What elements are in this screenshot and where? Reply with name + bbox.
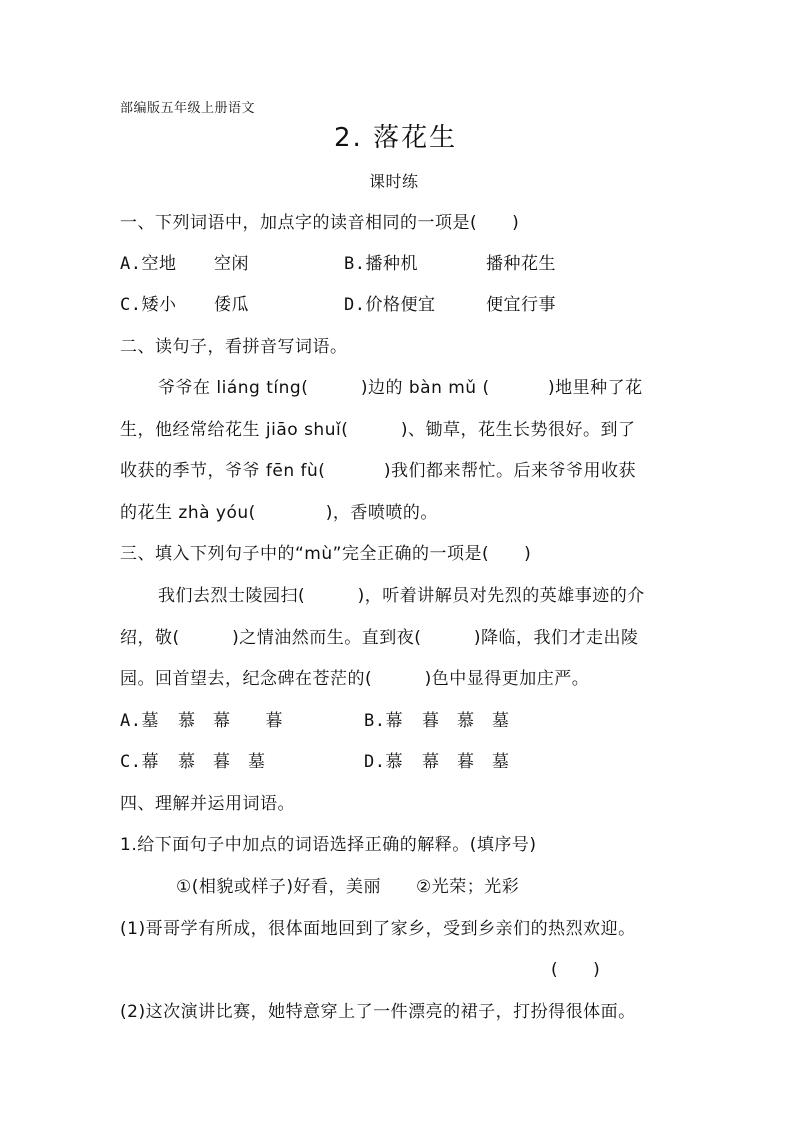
q1-option-d-word1: D.价格便宜 [344, 295, 436, 315]
q2-paragraph-line: 收获的季节，爷爷 fēn fù( )我们都来帮忙。后来爷爷用收获 [120, 461, 636, 481]
q3-question: 三、填入下列句子中的“mù”完全正确的一项是( ) [120, 544, 532, 564]
q4-sentence-2: (2)这次演讲比赛，她特意穿上了一件漂亮的裙子，打扮得很体面。 [120, 1002, 636, 1022]
q1-option-c-word2: 倭瓜 [214, 295, 249, 315]
q4-sentence-1: (1)哥哥学有所成，很体面地回到了家乡，受到乡亲们的热烈欢迎。 [120, 919, 636, 939]
q4-answer-blank: ( ) [551, 960, 601, 980]
q4-subquestion: 1.给下面句子中加点的词语选择正确的解释。(填序号) [120, 835, 537, 855]
q2-paragraph-line: 的花生 zhà yóu( )，香喷喷的。 [120, 503, 438, 523]
q3-paragraph-line: 园。回首望去，纪念碑在苍茫的( )色中显得更加庄严。 [120, 669, 590, 689]
q3-option-a-chars: 慕 幕 暮 [178, 711, 283, 731]
q3-paragraph-line: 我们去烈士陵园扫( )，听着讲解员对先烈的英雄事迹的介 [158, 586, 645, 606]
q1-option-a-word1: A.空地 [120, 254, 177, 274]
book-label: 部编版五年级上册语文 [120, 101, 256, 116]
q1-option-b-word2: 播种花生 [486, 254, 556, 274]
q4-question: 四、理解并运用词语。 [120, 794, 295, 814]
q3-option-d-chars: 幕 暮 墓 [422, 752, 510, 772]
q3-option-a-label: A.墓 [120, 711, 159, 731]
q3-option-b-label: B.幕 [364, 711, 403, 731]
q2-paragraph-line: 爷爷在 liáng tíng( )边的 bàn mǔ ( )地里种了花 [158, 378, 643, 398]
q1-option-a-word2: 空闲 [214, 254, 249, 274]
q4-meanings: ①(相貌或样子)好看，美丽 ②光荣；光彩 [176, 877, 520, 897]
page-title: 2. 落花生 [334, 123, 458, 153]
q2-question: 二、读句子，看拼音写词语。 [120, 337, 348, 357]
q1-option-c-word1: C.矮小 [120, 295, 177, 315]
q1-question: 一、下列词语中，加点字的读音相同的一项是( ) [120, 213, 520, 233]
q3-option-c-label: C.幕 [120, 752, 159, 772]
q1-option-b-word1: B.播种机 [344, 254, 418, 274]
q3-option-c-chars: 慕 暮 墓 [178, 752, 266, 772]
page-subtitle: 课时练 [369, 172, 419, 191]
q3-option-d-label: D.慕 [364, 752, 403, 772]
q1-option-d-word2: 便宜行事 [486, 295, 556, 315]
q3-paragraph-line: 绍，敬( )之情油然而生。直到夜( )降临，我们才走出陵 [120, 628, 639, 648]
q3-option-b-chars: 暮 慕 墓 [422, 711, 510, 731]
q2-paragraph-line: 生，他经常给花生 jiāo shuǐ( )、锄草，花生长势很好。到了 [120, 420, 636, 440]
